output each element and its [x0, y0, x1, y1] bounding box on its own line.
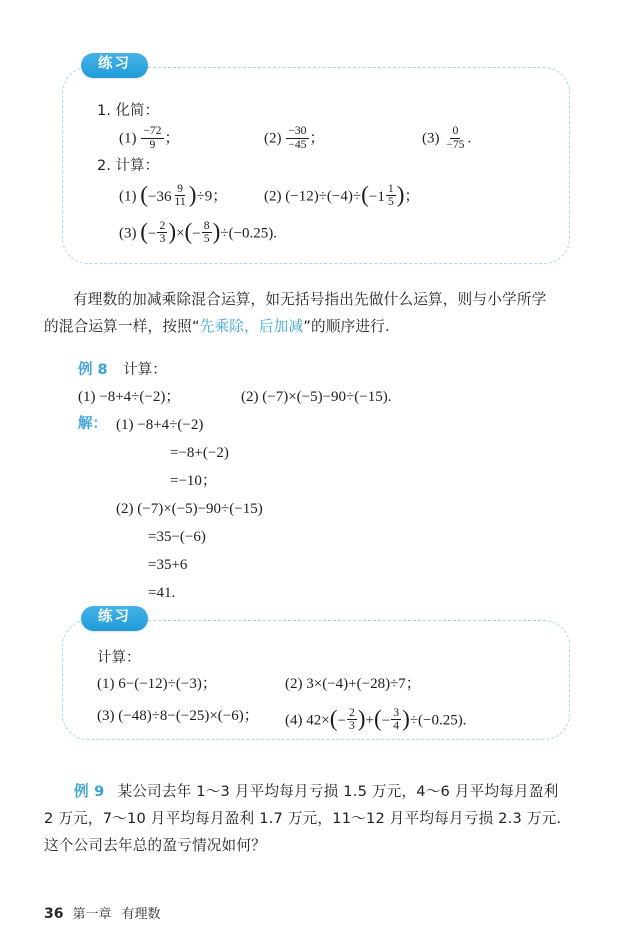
item-trail: .	[467, 130, 472, 147]
exercise-2-item-2: (2) 3×(−4)+(−28)÷7；	[285, 676, 421, 692]
fraction: $\frac{9}{11}$	[174, 182, 186, 209]
chapter-number: 第一章	[72, 907, 112, 922]
example-8-solve-label: 解：	[78, 416, 107, 432]
fraction: $\frac{2}{3}$	[159, 219, 166, 246]
item-tag: (1)	[119, 188, 137, 205]
paragraph-line-2: 的混合运算一样，按照“先乘除，后加减”的顺序进行.	[44, 318, 390, 335]
example-8-label: 例 8	[78, 362, 108, 378]
item-tag: (4)	[285, 712, 303, 729]
exercise-2-item-4: (4) 42×( − $\frac{2}{3}$ )+( − $\frac{3}{4}$ )÷(−0.25).	[285, 706, 467, 733]
paren-close: )	[168, 219, 177, 246]
example-8-solution-line-4: (2) (−7)×(−5)−90÷(−15)	[116, 501, 263, 517]
item-tag: (1)	[119, 130, 137, 147]
paren-open-2: (	[184, 219, 193, 246]
fraction: $\frac{3}{4}$	[393, 706, 400, 733]
problem-2-item-3: (3) ( − $\frac{2}{3}$ )×( − $\frac{8}{5}$ )÷(−0.25).	[119, 219, 278, 246]
example-8-header	[78, 362, 167, 379]
problem-2-label: 2. 计算：	[97, 158, 159, 174]
paren-close: )	[396, 182, 405, 209]
item-tag: (3)	[422, 130, 440, 147]
problem-1-item-2	[264, 126, 325, 152]
chapter-title: 有理数	[121, 907, 161, 922]
example-9-line-3: 这个公司去年总的盈亏情况如何？	[44, 837, 266, 854]
example-9-line-2: 2 万元，7～10 月平均每月盈利 1.7 万元，11～12 月平均每月亏损 2.3 万元.	[44, 810, 562, 827]
paragraph-line-1: 有理数的加减乘除混合运算，如无括号指出先做什么运算，则与小学所学	[73, 291, 547, 308]
exercise-badge-1: 练习	[81, 53, 148, 78]
exercise-2-item-1: (1) 6−(−12)÷(−3)；	[97, 676, 217, 692]
item-tag: (2)	[264, 130, 282, 147]
paren-close-2: )	[212, 219, 221, 246]
problem-1-item-1	[119, 126, 180, 152]
page-footer	[44, 903, 161, 922]
exercise-2-item-3: (3) (−48)÷8−(−25)×(−6)；	[97, 708, 259, 724]
example-8-solution-line-2: =−8+(−2)	[170, 445, 229, 461]
problem-2-item-2: (2) (−12)÷(−4)÷( −1 $\frac{1}{5}$ )；	[264, 182, 420, 209]
example-8-solution-line-5: =35−(−6)	[148, 529, 206, 545]
paren-open: (	[140, 182, 148, 209]
example-8-item-1: (1) −8+4÷(−2)；	[78, 389, 181, 405]
paren-open: (	[361, 182, 369, 209]
problem-1-label: 1. 化简：	[97, 103, 159, 119]
paren-close-2: )	[402, 706, 410, 733]
example-8-solution-line-1: (1) −8+4÷(−2)	[116, 417, 204, 433]
fraction: $\frac{-72}{9}$	[143, 124, 162, 151]
item-trail: ；	[164, 130, 180, 147]
item-tag: (3)	[119, 225, 137, 242]
paren-open: (	[140, 219, 148, 246]
fraction: $\frac{8}{5}$	[203, 219, 210, 246]
item-tag: (2)	[264, 188, 282, 205]
example-8-item-2: (2) (−7)×(−5)−90÷(−15).	[241, 389, 392, 405]
example-9-line-1: 例 9 某公司去年 1～3 月平均每月亏损 1.5 万元，4～6 月平均每月盈利	[74, 783, 559, 800]
fraction: $\frac{2}{3}$	[348, 706, 355, 733]
exercise-box-1	[62, 56, 570, 264]
fraction: $\frac{1}{5}$	[387, 182, 394, 209]
example-9	[44, 778, 604, 859]
item-trail: ；	[309, 130, 325, 147]
paragraph-mixed-operations	[44, 286, 604, 340]
paren-close: )	[357, 706, 366, 733]
paren-close: )	[188, 182, 197, 209]
paren-open-2: (	[374, 706, 382, 733]
highlight-rule: 先乘除，后加减	[199, 318, 304, 335]
paren-open: (	[329, 706, 338, 733]
example-8-solution-line-3: =−10；	[170, 473, 217, 489]
example-8-solution-line-6: =35+6	[148, 557, 188, 573]
problem-2-item-1: (1) ( −36 $\frac{9}{11}$ )÷9；	[119, 182, 228, 209]
exercise-badge-2: 练习	[81, 606, 148, 631]
fraction: $\frac{0}{-75}$	[446, 124, 465, 151]
example-9-body	[44, 778, 604, 859]
example-9-label: 例 9	[74, 783, 105, 800]
problem-1-item-3	[422, 126, 471, 152]
page-number: 36	[44, 906, 64, 922]
example-8-prompt: 计算：	[123, 362, 167, 378]
fraction: $\frac{-30}{-45}$	[288, 124, 307, 151]
exercise-box-2	[62, 609, 570, 740]
example-8-solution-line-7: =41.	[148, 585, 176, 601]
exercise-2-label: 计算：	[97, 650, 141, 666]
